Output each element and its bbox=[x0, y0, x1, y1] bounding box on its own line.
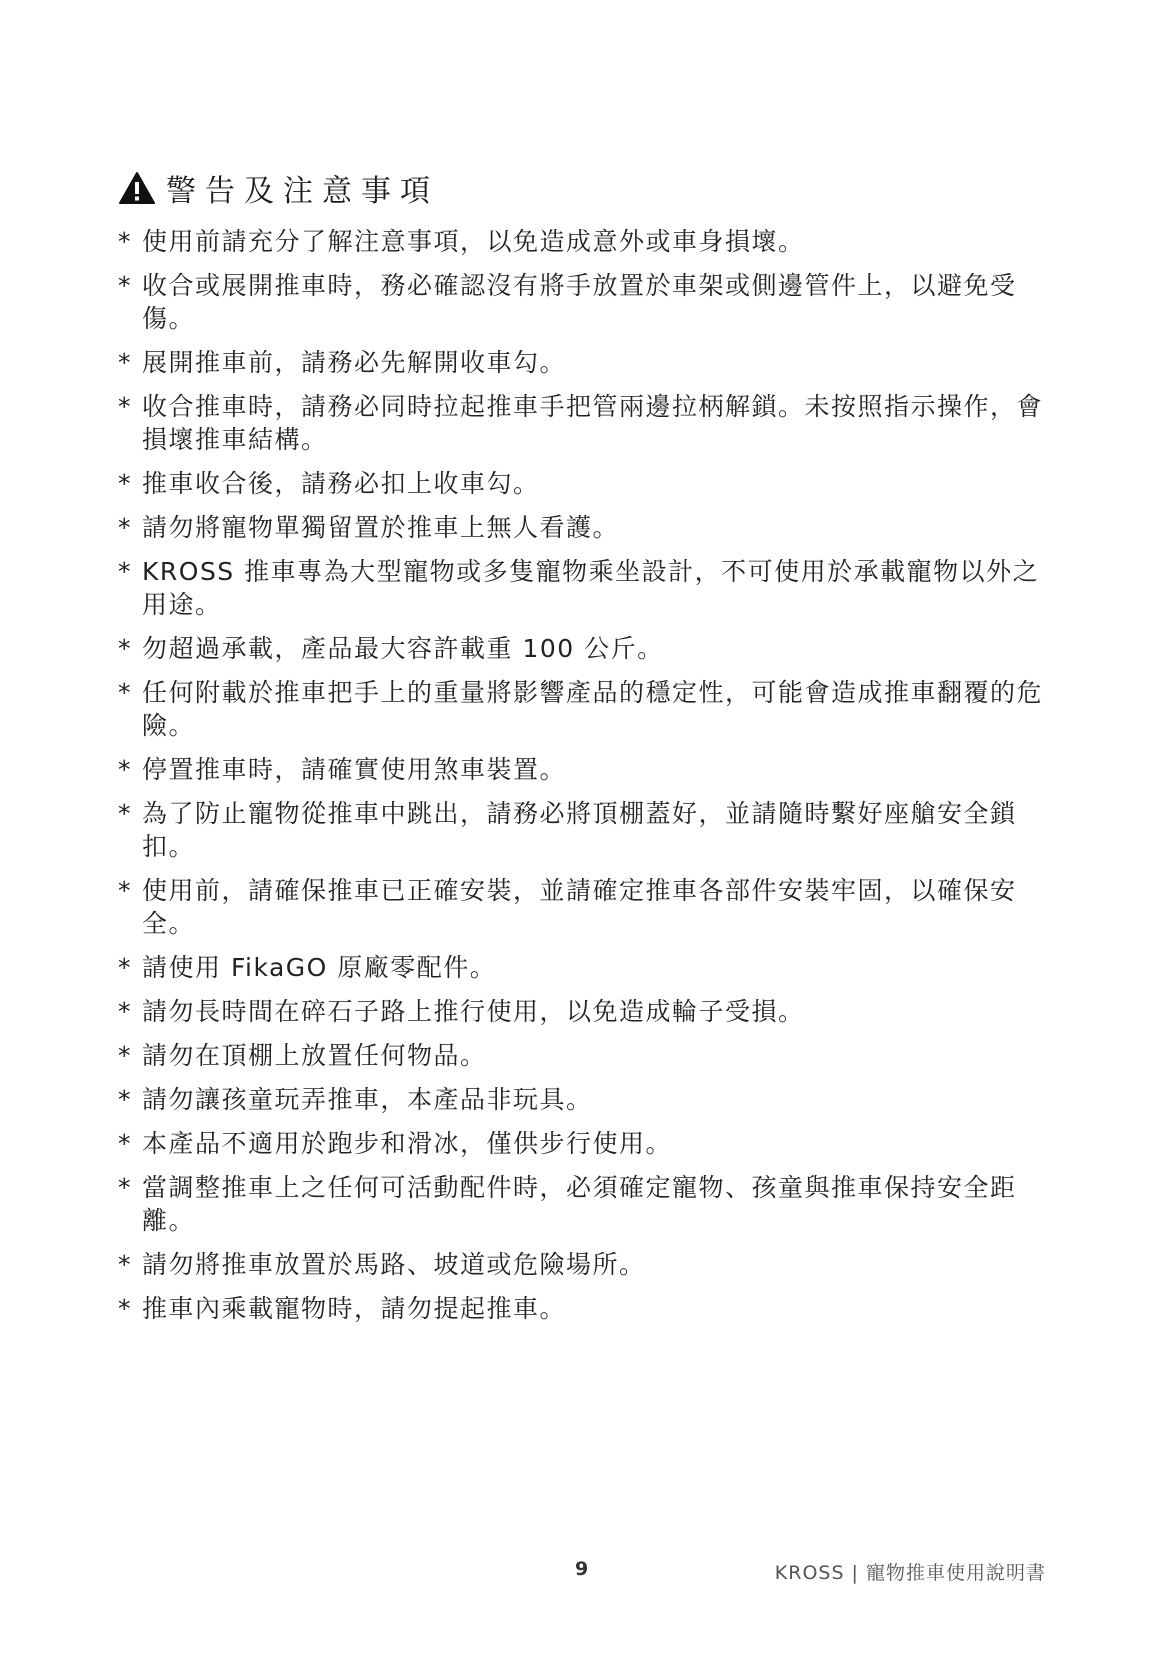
bullet-asterisk: * bbox=[118, 348, 132, 377]
bullet-asterisk: * bbox=[118, 392, 132, 421]
list-item bbox=[118, 1292, 1058, 1325]
bullet-asterisk: * bbox=[118, 469, 132, 498]
list-item bbox=[118, 1127, 1058, 1160]
bullet-asterisk: * bbox=[118, 1250, 132, 1279]
bullet-asterisk: * bbox=[118, 876, 132, 905]
list-item-text: 請勿在頂棚上放置任何物品。 bbox=[142, 1041, 487, 1070]
bullet-asterisk: * bbox=[118, 799, 132, 828]
bullet-asterisk: * bbox=[118, 953, 132, 982]
list-item bbox=[118, 555, 1058, 621]
bullet-asterisk: * bbox=[118, 634, 132, 663]
page-footer bbox=[0, 1558, 1166, 1588]
list-item bbox=[118, 1171, 1058, 1237]
list-item-text: 本產品不適用於跑步和滑冰，僅供步行使用。 bbox=[142, 1129, 673, 1158]
list-item-text: 請勿將推車放置於馬路、坡道或危險場所。 bbox=[142, 1250, 646, 1279]
list-item bbox=[118, 511, 1058, 544]
list-item-text: 勿超過承載，產品最大容許載重 100 公斤。 bbox=[142, 634, 664, 663]
list-item bbox=[118, 632, 1058, 665]
section-heading bbox=[118, 166, 439, 210]
bullet-asterisk: * bbox=[118, 227, 132, 256]
list-item bbox=[118, 390, 1058, 456]
page-number: 9 bbox=[575, 1558, 589, 1580]
list-item-text: 推車收合後，請務必扣上收車勾。 bbox=[142, 469, 540, 498]
bullet-asterisk: * bbox=[118, 997, 132, 1026]
list-item bbox=[118, 346, 1058, 379]
list-item bbox=[118, 797, 1058, 863]
list-item-text: KROSS 推車專為大型寵物或多隻寵物乘坐設計，不可使用於承載寵物以外之用途。 bbox=[142, 557, 1040, 619]
list-item bbox=[118, 676, 1058, 742]
list-item bbox=[118, 467, 1058, 500]
list-item-text: 請勿讓孩童玩弄推車，本產品非玩具。 bbox=[142, 1085, 593, 1114]
list-item-text: 展開推車前，請務必先解開收車勾。 bbox=[142, 348, 567, 377]
warning-triangle-icon bbox=[118, 171, 156, 205]
list-item-text: 收合推車時，請務必同時拉起推車手把管兩邊拉柄解鎖。未按照指示操作，會損壞推車結構。 bbox=[142, 392, 1044, 454]
bullet-asterisk: * bbox=[118, 1173, 132, 1202]
list-item-text: 請使用 FikaGO 原廠零配件。 bbox=[142, 953, 497, 982]
list-item bbox=[118, 753, 1058, 786]
list-item bbox=[118, 1083, 1058, 1116]
list-item-text: 使用前，請確保推車已正確安裝，並請確定推車各部件安裝牢固，以確保安全。 bbox=[142, 876, 1017, 938]
list-item-text: 推車內乘載寵物時，請勿提起推車。 bbox=[142, 1294, 567, 1323]
bullet-asterisk: * bbox=[118, 678, 132, 707]
bullet-asterisk: * bbox=[118, 755, 132, 784]
list-item bbox=[118, 1039, 1058, 1072]
bullet-asterisk: * bbox=[118, 513, 132, 542]
list-item bbox=[118, 1248, 1058, 1281]
bullet-asterisk: * bbox=[118, 1085, 132, 1114]
bullet-asterisk: * bbox=[118, 271, 132, 300]
list-item-text: 請勿長時間在碎石子路上推行使用，以免造成輪子受損。 bbox=[142, 997, 805, 1026]
list-item bbox=[118, 951, 1058, 984]
list-item-text: 使用前請充分了解注意事項，以免造成意外或車身損壞。 bbox=[142, 227, 805, 256]
list-item bbox=[118, 225, 1058, 258]
bullet-asterisk: * bbox=[118, 1129, 132, 1158]
warnings-list bbox=[118, 225, 1058, 1336]
list-item-text: 當調整推車上之任何可活動配件時，必須確定寵物、孩童與推車保持安全距離。 bbox=[142, 1173, 1017, 1235]
list-item-text: 任何附載於推車把手上的重量將影響產品的穩定性，可能會造成推車翻覆的危險。 bbox=[142, 678, 1044, 740]
list-item bbox=[118, 995, 1058, 1028]
document-title: KROSS | 寵物推車使用說明書 bbox=[774, 1562, 1046, 1584]
list-item bbox=[118, 874, 1058, 940]
section-title: 警告及注意事項 bbox=[166, 174, 439, 209]
bullet-asterisk: * bbox=[118, 557, 132, 586]
list-item-text: 為了防止寵物從推車中跳出，請務必將頂棚蓋好，並請隨時繫好座艙安全鎖扣。 bbox=[142, 799, 1017, 861]
bullet-asterisk: * bbox=[118, 1041, 132, 1070]
list-item-text: 停置推車時，請確實使用煞車裝置。 bbox=[142, 755, 567, 784]
list-item-text: 請勿將寵物單獨留置於推車上無人看護。 bbox=[142, 513, 620, 542]
list-item-text: 收合或展開推車時，務必確認沒有將手放置於車架或側邊管件上，以避免受傷。 bbox=[142, 271, 1017, 333]
list-item bbox=[118, 269, 1058, 335]
bullet-asterisk: * bbox=[118, 1294, 132, 1323]
